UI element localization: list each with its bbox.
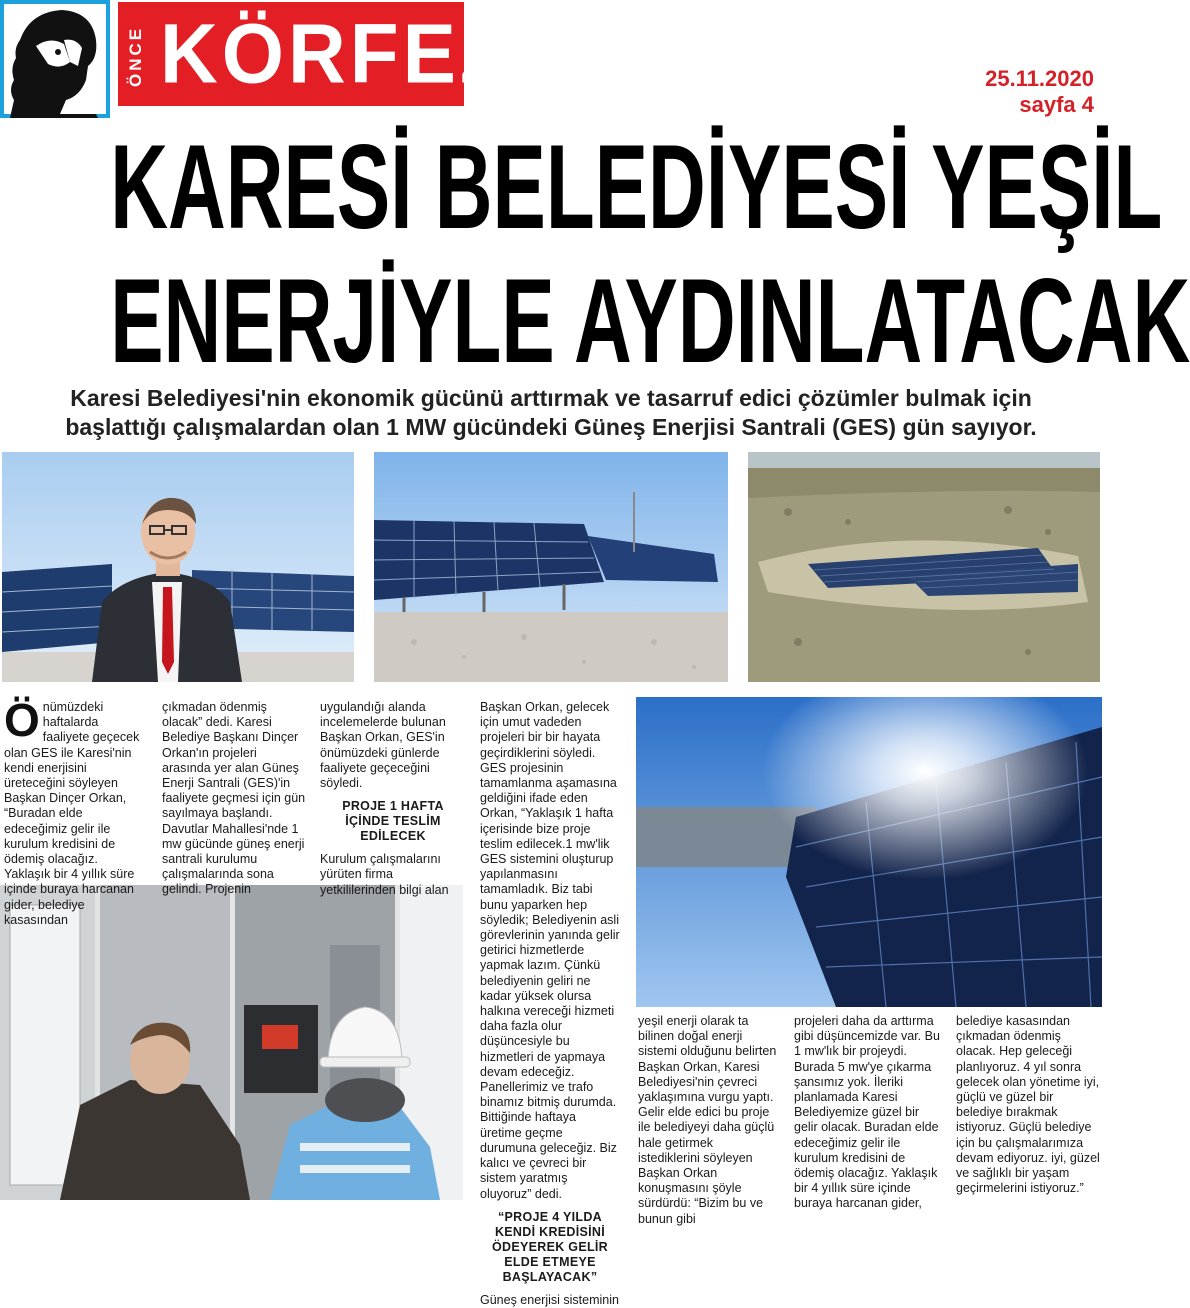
- masthead-prefix: ÖNCE: [126, 25, 145, 87]
- article-column-4: [480, 700, 620, 1308]
- column-7-text: belediye kasasından çıkmadan ödenmiş olacak. Hep geleceği planlıyoruz. 4 yıl sonra gelecek olan yönetime iyi, güçlü ve güzel bir belediye bırakmak istiyoruz. Güçlü belediye için bu çalışmalarımıza devam ediyoruz. iyi, güzel ve sağlıklı bir yaşam geçirmelerini istiyoruz.”: [956, 1014, 1100, 1196]
- article-column-2: [162, 700, 308, 898]
- photo-solar-panels-sunlight: [636, 697, 1102, 1007]
- column-6-text: projeleri daha da arttırma gibi düşüncemizde var. Bu 1 mw'lık bir projeydi. Burada 5 mw'ye çıkarma şansımız yok. İleriki planlamada Karesi Belediyemize güzel bir gelir olacak. Buradan elde edeceğimiz gelir ile kurulum kredisini de ödemiş olacağız. Yaklaşık bir 4 yıllık süre içinde buraya harcanan gider,: [794, 1014, 940, 1211]
- column-5-text: yeşil enerji olarak ta bilinen doğal enerji sistemi olduğunu belirten Başkan Orkan, Karesi Belediyesi'nin çevreci yaklaşımına vurgu yaptı. Gelir elde edici bu proje ile belediyeyi daha güçlü hale getirmek istediklerini söyleyen Başkan Orkan konuşmasını şöyle sürdürdü: “Bizim bu ve bunun gibi: [638, 1014, 777, 1226]
- lead-line-2: başlattığı çalışmalardan olan 1 MW gücündeki Güneş Enerjisi Santrali (GES) gün sayıyor.: [65, 414, 1037, 440]
- photo-aerial-solar-plant: [748, 452, 1100, 682]
- page-number: sayfa 4: [1019, 92, 1094, 117]
- column-4-text-a: Başkan Orkan, gelecek için umut vadeden projeleri bir bir hayata geçirdiklerini söyledi. GES projesinin tamamlanma aşamasına geldiğini ifade eden Orkan, “Yaklaşık 1 hafta içerisinde bize proje teslim edilecek.1 mw'lik GES sistemini oluşturup yapılanmasını tamamladık. Biz tabi bunu yaparken hep söyledik; Belediyenin asli görevlerinin yanında gelir getirici hizmetlerde yapmak lazım. Çünkü belediyenin geliri ne kadar yüksek olursa halkına vereceği hizmeti daha fazla olur düşüncesiyle bu hizmetleri de yapmaya devam edeceğiz. Panellerimiz ve trafo binamız bitmiş durumda. Bittiğinde haftaya üretime geçme durumuna geleceğiz. Biz kalıcı ve çevreci bir sistem yaratmış oluyoruz” dedi.: [480, 700, 620, 1201]
- article-column-7: [956, 1014, 1100, 1196]
- column-3-text-a: uygulandığı alanda incelemelerde bulunan Başkan Orkan, GES'in önümüzdeki günlerde faaliyete geçeceğini söyledi.: [320, 700, 446, 791]
- subheading-credit: “PROJE 4 YILDA KENDİ KREDİSİNİ ÖDEYEREK GELİR ELDE ETMEYE BAŞLAYACAK”: [491, 1209, 609, 1284]
- article-column-5: [638, 1014, 778, 1227]
- article-column-3: [320, 700, 466, 898]
- column-2-text: çıkmadan ödenmiş olacak” dedi. Karesi Belediye Başkanı Dinçer Orkan'ın projeleri arasında yer alan Güneş Enerji Santrali (GES)'in faaliyete geçmesi için gün sayılmaya başlandı. Davutlar Mahallesi'nde 1 mw gücünde güneş enerji santrali kurulumu çalışmalarında sona gelindi. Projenin: [162, 700, 306, 897]
- article-column-6: [794, 1014, 942, 1212]
- issue-date: 25.11.2020: [985, 66, 1094, 91]
- ataturk-portrait-logo: [0, 0, 110, 118]
- column-3-text-b: Kurulum çalışmalarını yürüten firma yetkililerinden bilgi alan: [320, 852, 449, 897]
- headline-line-2: ENERJİYLE AYDINLATACAK: [110, 253, 1190, 389]
- column-4-text-b: Güneş enerjisi sisteminin: [480, 1292, 619, 1307]
- photo-electrical-cabinet-inspection: [0, 885, 463, 1200]
- masthead-name: KÖRFEZ: [160, 6, 513, 101]
- column-1-text: nümüzdeki haftalarda faaliyete geçecek olan GES ile Karesi'nin kendi enerjisini üreteceğini söyleyen Başkan Dinçer Orkan, “Buradan elde edeceğimiz gelir ile kurulum kredisini de ödemiş olacağız. Yaklaşık bir 4 yıllık süre içinde buraya harcanan gider, belediye kasasından: [4, 700, 140, 927]
- article-column-1: [4, 694, 140, 928]
- subheading-delivery: PROJE 1 HAFTA İÇİNDE TESLİM EDİLECEK: [342, 799, 444, 844]
- photo-mayor-at-solar-field: [2, 452, 354, 682]
- headline-line-1: KARESİ BELEDİYESİ YEŞİL: [110, 119, 1163, 255]
- photo-solar-panel-rows: [374, 452, 728, 682]
- portrait-icon: [0, 0, 110, 118]
- lead-line-1: Karesi Belediyesi'nin ekonomik gücünü arttırmak ve tasarruf edici çözümler bulmak için: [70, 385, 1032, 411]
- dropcap-letter: Ö: [4, 694, 40, 746]
